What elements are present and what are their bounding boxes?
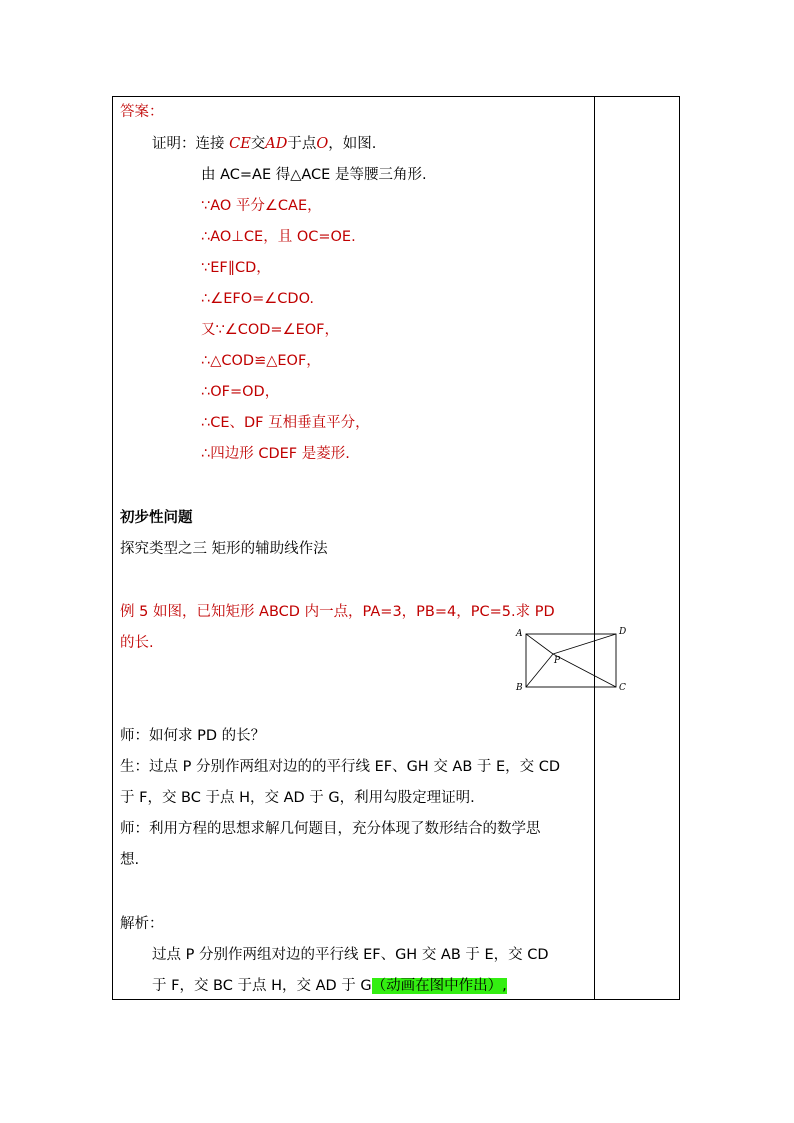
highlighted-note: （动画在图中作出）,	[371, 978, 507, 994]
segment-pb	[526, 654, 553, 687]
example-line: 例 5 如图，已知矩形 ABCD 内一点，PA=3，PB=4，PC=5.求 PD	[120, 604, 555, 620]
proof-step: ∴四边形 CDEF 是菱形.	[201, 446, 350, 462]
segment-pc	[553, 654, 616, 687]
label-a: A	[516, 629, 523, 639]
proof-step: 又∵∠COD=∠EOF，	[201, 322, 339, 338]
proof-step: ∴∠EFO=∠CDO.	[201, 291, 315, 307]
proof-step: 由 AC=AE 得△ACE 是等腰三角形.	[201, 167, 427, 183]
proof-step: ∴CE、DF 互相垂直平分，	[201, 415, 370, 431]
proof-step: ∴△COD≌△EOF，	[201, 353, 321, 369]
proof-step: ∴OF=OD，	[201, 384, 280, 400]
label-c: C	[619, 683, 626, 693]
dialogue-line: 师：利用方程的思想求解几何题目，充分体现了数形结合的数学思	[120, 821, 541, 837]
section-subheading: 探究类型之三 矩形的辅助线作法	[120, 541, 328, 557]
dialogue-line: 生：过点 P 分别作两组对边的的平行线 EF、GH 交 AB 于 E，交 CD	[120, 759, 561, 775]
proof-step: ∵EF∥CD，	[201, 260, 271, 276]
analysis-line: 于 F，交 BC 于点 H，交 AD 于 G（动画在图中作出）,	[152, 978, 507, 994]
column-divider	[594, 96, 595, 1000]
rectangle-abcd	[526, 634, 616, 687]
dialogue-line: 于 F，交 BC 于点 H，交 AD 于 G，利用勾股定理证明.	[120, 790, 475, 806]
segment-pd	[553, 634, 616, 654]
dialogue-line: 想.	[120, 852, 140, 868]
proof-step: ∴AO⊥CE，且 OC=OE.	[201, 229, 356, 245]
label-p: P	[554, 656, 561, 666]
segment-pa	[526, 634, 553, 654]
analysis-line: 过点 P 分别作两组对边的平行线 EF、GH 交 AB 于 E，交 CD	[152, 947, 549, 963]
section-heading: 初步性问题	[120, 510, 193, 526]
dialogue-line: 师：如何求 PD 的长？	[120, 728, 266, 744]
label-d: D	[619, 627, 627, 637]
answer-label: 答案：	[120, 104, 164, 120]
label-b: B	[516, 683, 523, 693]
rectangle-figure	[512, 624, 630, 696]
analysis-label: 解析：	[120, 916, 164, 932]
proof-step: ∵AO 平分∠CAE，	[201, 198, 322, 214]
example-line: 的长.	[120, 635, 154, 651]
proof-intro: 证明：连接 CE交AD于点O，如图.	[152, 136, 377, 152]
